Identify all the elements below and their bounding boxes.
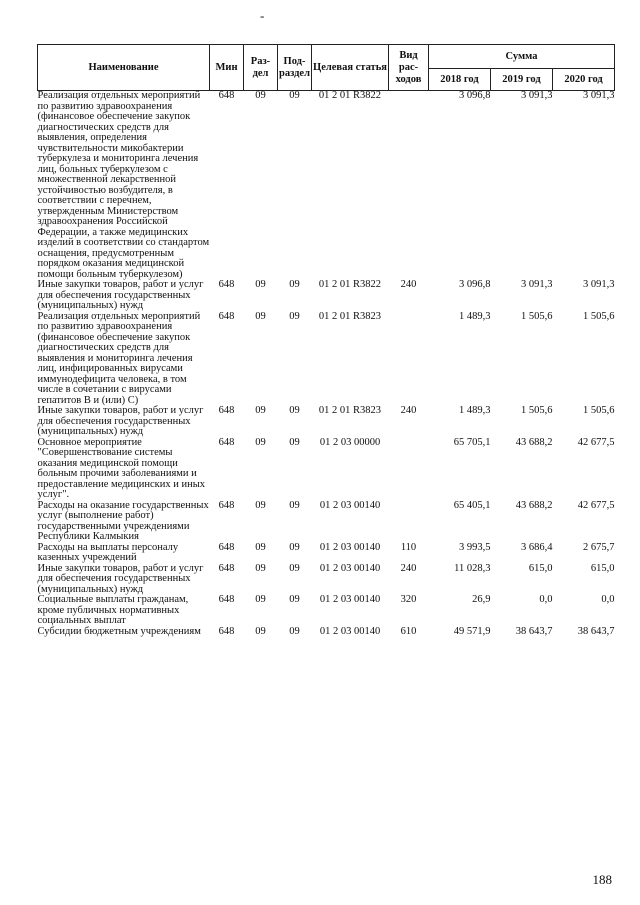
row-target-article: 01 2 03 00140: [319, 499, 381, 511]
row-sum-2020: 38 643,7: [577, 625, 615, 637]
row-razdel: 09: [255, 279, 266, 290]
row-podrazdel: 09: [289, 279, 300, 290]
row-name: Иные закупки товаров, работ и услуг для обеспечения государственных (муниципальных) нужд: [37, 405, 204, 437]
row-name: Иные закупки товаров, работ и услуг для обеспечения государственных (муниципальных) нужд: [37, 279, 204, 311]
row-razdel: 09: [255, 310, 266, 322]
row-expense-type: [389, 312, 429, 407]
row-podrazdel: 09: [289, 90, 300, 101]
header-expense-type: Вид рас-ходов: [389, 45, 429, 91]
row-expense-type: 240: [400, 279, 417, 290]
row-name: Реализация отдельных мероприятий по развитию здравоохранения (финансовое обеспечение закупок диагностических средств для выявления и мониторинга лечения лиц, инфицированных вирусами иммунодефицита человека, в том числе в сочетании с вирусами гепатитов В и (или) С): [37, 310, 201, 406]
table-row: [38, 564, 615, 596]
header-year-2019: 2019 год: [491, 69, 553, 91]
row-min: 648: [218, 541, 235, 553]
row-expense-type: [389, 501, 429, 543]
table-row: [38, 543, 615, 564]
table-row: [38, 406, 615, 438]
row-sum-2018: 65 705,1: [453, 436, 491, 448]
row-expense-type: [389, 91, 429, 281]
row-sum-2018: 65 405,1: [453, 499, 491, 511]
header-target-article: Целевая статья: [312, 45, 389, 91]
row-sum-2020: 1 505,6: [583, 405, 615, 416]
row-target-article: 01 2 03 00140: [319, 625, 381, 637]
row-target-article: 01 2 01 R3823: [318, 310, 382, 322]
row-podrazdel: 09: [289, 541, 300, 553]
row-min: 648: [218, 499, 235, 511]
top-mark: -: [260, 8, 265, 23]
row-name: Иные закупки товаров, работ и услуг для обеспечения государственных (муниципальных) нужд: [37, 562, 204, 595]
row-target-article: 01 2 03 00140: [319, 541, 381, 553]
row-name: Расходы на выплаты персоналу казенных учреждений: [37, 541, 179, 563]
row-sum-2018: 3 993,5: [459, 541, 491, 553]
row-name: Субсидии бюджетным учреждениям: [37, 625, 201, 637]
table-row: [38, 438, 615, 501]
row-sum-2020: 42 677,5: [577, 436, 615, 448]
row-sum-2019: 43 688,2: [515, 499, 553, 511]
row-sum-2020: 42 677,5: [577, 499, 615, 511]
row-razdel: 09: [255, 405, 266, 416]
row-sum-2020: 3 091,3: [583, 279, 615, 290]
row-target-article: 01 2 01 R3822: [318, 90, 382, 101]
row-sum-2018: 1 489,3: [459, 405, 491, 416]
row-sum-2020: 0,0: [601, 594, 615, 605]
budget-table: [37, 44, 615, 637]
row-name: Реализация отдельных мероприятий по развитию здравоохранения (финансовое обеспечение закупок диагностических средств для выявления, определения чувствительности микобактерии туберкулеза и мониторинга лечения лиц, больных туберкулезом с множественной лекарственной устойчивостью возбудителя, в соответствии с перечнем, утвержденным Министерством здравоохранения Российской Федерации, а также медицинских изделий в соответствии со стандартом оснащения, предусмотренным порядком оказания медицинской помощи больным туберкулезом): [37, 90, 210, 280]
row-sum-2019: 1 505,6: [521, 310, 553, 322]
row-min: 648: [218, 562, 235, 574]
row-sum-2018: 3 096,8: [459, 279, 491, 290]
row-sum-2019: 3 686,4: [521, 541, 553, 553]
row-sum-2018: 26,9: [472, 594, 491, 605]
row-podrazdel: 09: [289, 310, 300, 322]
row-expense-type: [389, 438, 429, 501]
header-razdel: Раз-дел: [244, 45, 278, 91]
table-body: [38, 91, 615, 638]
row-sum-2020: 3 091,3: [583, 90, 615, 101]
row-razdel: 09: [255, 436, 266, 448]
row-target-article: 01 2 03 00000: [319, 436, 381, 448]
table-row: [38, 627, 615, 638]
row-podrazdel: 09: [289, 499, 300, 511]
page-number: 188: [592, 872, 612, 887]
header-name: Наименование: [38, 45, 210, 91]
header-year-2018: 2018 год: [429, 69, 491, 91]
row-sum-2018: 11 028,3: [454, 562, 491, 574]
table-row: [38, 91, 615, 281]
row-target-article: 01 2 01 R3823: [318, 405, 382, 416]
row-name: Основное мероприятие "Совершенствование системы оказания медицинской помощи больным прочими заболеваниями и предоставление медицинских и иных услуг".: [37, 436, 206, 500]
row-podrazdel: 09: [289, 594, 300, 605]
row-podrazdel: 09: [289, 562, 300, 574]
row-sum-2019: 43 688,2: [515, 436, 553, 448]
header-sum: Сумма: [429, 45, 615, 69]
row-sum-2019: 3 091,3: [521, 279, 553, 290]
row-name: Расходы на оказание государственных услуг (выполнение работ) государственными учреждениями Республики Калмыкия: [37, 499, 209, 542]
row-sum-2020: 615,0: [590, 562, 615, 574]
row-sum-2020: 2 675,7: [583, 541, 615, 553]
row-expense-type: 110: [400, 541, 417, 553]
row-min: 648: [218, 90, 235, 101]
row-name: Социальные выплаты гражданам, кроме публичных нормативных социальных выплат: [37, 594, 189, 626]
row-min: 648: [218, 594, 235, 605]
row-sum-2019: 0,0: [539, 594, 553, 605]
header-podrazdel: Под-раздел: [278, 45, 312, 91]
row-min: 648: [218, 310, 235, 322]
row-expense-type: 610: [400, 625, 417, 637]
row-target-article: 01 2 03 00140: [319, 562, 381, 574]
row-expense-type: 240: [400, 562, 417, 574]
row-razdel: 09: [255, 562, 266, 574]
row-podrazdel: 09: [289, 436, 300, 448]
row-min: 648: [218, 405, 235, 416]
row-sum-2018: 1 489,3: [459, 310, 491, 322]
row-min: 648: [218, 279, 235, 290]
header-min: Мин: [210, 45, 244, 91]
row-sum-2018: 49 571,9: [453, 625, 491, 637]
row-podrazdel: 09: [289, 625, 300, 637]
row-expense-type: 320: [400, 594, 417, 605]
row-sum-2019: 3 091,3: [521, 90, 553, 101]
header-year-2020: 2020 год: [553, 69, 615, 91]
row-sum-2020: 1 505,6: [583, 310, 615, 322]
table-row: [38, 501, 615, 543]
row-sum-2019: 1 505,6: [521, 405, 553, 416]
table-row: [38, 312, 615, 407]
row-razdel: 09: [255, 625, 266, 637]
row-sum-2018: 3 096,8: [459, 90, 491, 101]
row-podrazdel: 09: [289, 405, 300, 416]
row-target-article: 01 2 03 00140: [319, 594, 381, 605]
row-razdel: 09: [255, 90, 266, 101]
row-min: 648: [218, 625, 235, 637]
row-razdel: 09: [255, 594, 266, 605]
row-sum-2019: 615,0: [528, 562, 553, 574]
row-expense-type: 240: [400, 405, 417, 416]
row-razdel: 09: [255, 541, 266, 553]
row-min: 648: [218, 436, 235, 448]
table-row: [38, 595, 615, 627]
row-sum-2019: 38 643,7: [515, 625, 553, 637]
table-row: [38, 280, 615, 312]
row-razdel: 09: [255, 499, 266, 511]
row-target-article: 01 2 01 R3822: [318, 279, 382, 290]
